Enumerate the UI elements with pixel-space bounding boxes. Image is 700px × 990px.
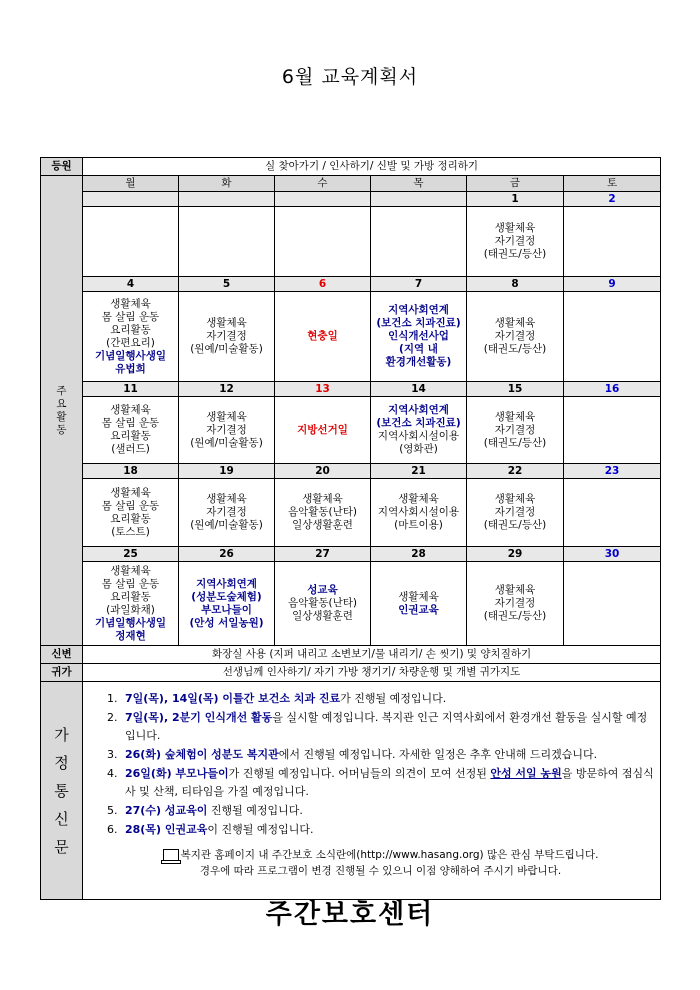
date-number: 1	[467, 192, 564, 207]
week-number-row	[41, 277, 661, 292]
activity-cell	[83, 397, 179, 464]
education-plan-table	[40, 157, 661, 900]
activity-line: 자기결정	[494, 330, 536, 342]
date-number: 27	[275, 547, 371, 562]
activity-line: (과일화채)	[106, 603, 155, 616]
date-number: 9	[564, 277, 661, 292]
week-number-row	[41, 547, 661, 562]
notice-number: 1.	[107, 692, 118, 705]
activity-cell	[83, 207, 179, 277]
activity-cell	[564, 479, 661, 547]
week-activity-row	[41, 479, 661, 547]
activity-line: 지역사회시설이용	[377, 506, 460, 518]
activity-cell	[275, 397, 371, 464]
activity-line: 지방선거일	[297, 423, 348, 436]
activity-line: 몸 살림 운동	[101, 310, 160, 323]
activity-cell	[371, 207, 467, 277]
notice-row	[41, 682, 661, 900]
notice-highlight: 7일(목), 2분기 인식개선 활동	[125, 711, 273, 724]
date-number: 12	[179, 382, 275, 397]
activity-cell	[83, 479, 179, 547]
notice-number: 2.	[107, 711, 118, 724]
date-number	[83, 192, 179, 207]
activity-line: (태권도/등산)	[483, 519, 547, 531]
notice-highlight: 28(목) 인권교육	[125, 823, 208, 836]
activity-line: (간편요리)	[106, 336, 155, 349]
activity-line: 요리활동	[110, 590, 151, 603]
date-number: 16	[564, 382, 661, 397]
notice-number: 3.	[107, 748, 118, 761]
activity-line: 일상생활훈련	[292, 610, 353, 622]
notice-highlight: 27(수) 성교육이	[125, 804, 208, 817]
day-header: 금	[467, 176, 564, 192]
arrival-text: 실 찾아가기 / 인사하기/ 신발 및 가방 정리하기	[83, 158, 661, 176]
main-activity-char: 주	[56, 384, 67, 397]
date-number: 14	[371, 382, 467, 397]
activity-line: 생활체육	[206, 317, 247, 329]
date-number: 18	[83, 464, 179, 479]
activity-line: 자기결정	[494, 235, 536, 247]
activity-line: (보건소 치과진료)	[376, 317, 461, 329]
activity-cell	[467, 292, 564, 382]
activity-line: 몸 살림 운동	[101, 577, 160, 590]
date-number: 20	[275, 464, 371, 479]
date-number: 26	[179, 547, 275, 562]
activity-line: 음악활동(난타)	[287, 506, 358, 518]
activity-line: 성교육	[307, 584, 338, 596]
notice-item: 6. 28(목) 인권교육이 진행될 예정입니다.	[107, 821, 654, 839]
day-header: 수	[275, 176, 371, 192]
activity-cell	[275, 479, 371, 547]
activity-line: (태권도/등산)	[483, 343, 547, 355]
notice-label-char: 문	[54, 837, 69, 856]
date-number: 7	[371, 277, 467, 292]
activity-cell	[371, 397, 467, 464]
notice-number: 5.	[107, 804, 118, 817]
arrival-row	[41, 158, 661, 176]
activity-line: 부모나들이	[201, 603, 252, 616]
arrival-label: 등원	[41, 158, 83, 176]
activity-line: (원예/미술활동)	[190, 519, 263, 531]
day-header: 토	[564, 176, 661, 192]
activity-cell	[564, 292, 661, 382]
date-number: 29	[467, 547, 564, 562]
notice-item: 4. 26일(화) 부모나들이가 진행될 예정입니다. 어머님들의 의견이 모여 선정된 안성 서일 농원을 방문하여 점심식사 및 산책, 티타임을 가질 예정입니다.	[107, 767, 654, 798]
center-name: 주간보호센터	[265, 899, 435, 930]
activity-line: (태권도/등산)	[483, 436, 547, 449]
page-title: 6월 교육계획서	[281, 66, 419, 88]
notice-label-char: 가	[54, 725, 69, 744]
notice-label-char: 통	[54, 781, 69, 800]
activity-line: 생활체육	[494, 584, 536, 596]
activity-line: 생활체육	[110, 564, 151, 577]
activity-cell	[179, 397, 275, 464]
notice-place: 안성 서일 농원	[490, 767, 562, 780]
activity-cell	[467, 479, 564, 547]
activity-cell	[371, 479, 467, 547]
activity-line: 생활체육	[206, 410, 247, 423]
activity-cell	[275, 562, 371, 646]
activity-line: (원예/미술활동)	[190, 436, 263, 449]
day-header-row	[41, 176, 661, 192]
activity-line: 자기결정	[494, 597, 536, 609]
activity-line: 생활체육	[494, 317, 536, 329]
day-header: 월	[83, 176, 179, 192]
date-number: 21	[371, 464, 467, 479]
activity-line: 생활체육	[302, 493, 343, 505]
activity-line: 인권교육	[398, 603, 439, 616]
date-number	[275, 192, 371, 207]
date-number: 2	[564, 192, 661, 207]
notice-highlight: 26(화) 숲체험이 성분도 복지관	[125, 748, 279, 761]
activity-cell	[179, 207, 275, 277]
main-activity-char: 활	[56, 410, 67, 423]
activity-line: 음악활동(난타)	[287, 597, 358, 609]
activity-line: 생활체육	[110, 486, 151, 499]
activity-line: 지역사회연계	[196, 577, 257, 590]
main-activity-label	[41, 176, 83, 646]
date-number: 4	[83, 277, 179, 292]
activity-line: (마트이용)	[394, 519, 443, 531]
change-note: 경우에 따라 프로그램이 변경 진행될 수 있으니 이점 양해하여 주시기 바랍니다.	[199, 865, 562, 877]
activity-line: (샐러드)	[111, 443, 150, 455]
activity-line: 생활체육	[398, 493, 439, 505]
activity-cell	[564, 397, 661, 464]
computer-icon	[163, 849, 179, 861]
activity-line: (태권도/등산)	[483, 248, 547, 260]
week-number-row	[41, 464, 661, 479]
activity-cell	[467, 562, 564, 646]
activity-line: (영화관)	[399, 443, 438, 455]
day-header: 화	[179, 176, 275, 192]
notice-number: 4.	[107, 767, 118, 780]
grooming-label: 신변	[41, 646, 83, 664]
departure-text: 선생님께 인사하기/ 자기 가방 챙기기/ 차량운행 및 개별 귀가지도	[83, 664, 661, 682]
departure-row	[41, 664, 661, 682]
activity-line: 생활체육	[110, 404, 151, 416]
notice-item: 1. 7일(목), 14일(목) 이틀간 보건소 치과 진료가 진행될 예정입니다.	[107, 690, 654, 708]
activity-line: (토스트)	[111, 525, 150, 538]
activity-line: 자기결정	[206, 506, 247, 518]
notice-label	[41, 682, 83, 900]
date-number: 8	[467, 277, 564, 292]
week-activity-row	[41, 292, 661, 382]
activity-cell	[564, 207, 661, 277]
date-number: 25	[83, 547, 179, 562]
notice-item: 2. 7일(목), 2분기 인식개선 활동을 실시할 예정입니다. 복지관 인근 지역사회에서 환경개선 활동을 실시할 예정입니다.	[107, 711, 648, 742]
activity-line: 몸 살림 운동	[101, 499, 160, 512]
notice-label-char: 신	[54, 809, 69, 828]
notice-number: 6.	[107, 823, 118, 836]
activity-line: (태권도/등산)	[483, 610, 547, 622]
activity-line: 지역사회연계	[388, 304, 449, 316]
activity-cell	[179, 479, 275, 547]
activity-cell	[179, 562, 275, 646]
date-number: 30	[564, 547, 661, 562]
main-activity-char: 요	[56, 397, 67, 410]
notice-content	[83, 682, 661, 900]
grooming-text: 화장실 사용 (지퍼 내리고 소변보기/물 내리기/ 손 씻기) 및 양치질하기	[83, 646, 661, 664]
activity-cell	[275, 207, 371, 277]
activity-line: 요리활동	[110, 512, 151, 525]
main-activity-char: 동	[56, 423, 67, 436]
activity-cell	[371, 562, 467, 646]
grooming-row	[41, 646, 661, 664]
activity-line: 생활체육	[110, 297, 151, 310]
date-number: 23	[564, 464, 661, 479]
week-number-row	[41, 192, 661, 207]
notice-label-char: 정	[54, 753, 69, 772]
date-number: 19	[179, 464, 275, 479]
week-activity-row	[41, 207, 661, 277]
activity-line: 지역사회시설이용	[377, 430, 460, 442]
activity-cell	[564, 562, 661, 646]
activity-line: 요리활동	[110, 323, 151, 336]
activity-line: 기념일행사생일	[94, 616, 166, 629]
date-number	[371, 192, 467, 207]
activity-line: (안성 서일농원)	[189, 616, 264, 629]
week-number-row	[41, 382, 661, 397]
activity-line: 자기결정	[494, 423, 536, 436]
activity-cell	[83, 562, 179, 646]
activity-line: (보건소 치과진료)	[376, 417, 461, 429]
activity-line: 자기결정	[206, 330, 247, 342]
date-number: 13	[275, 382, 371, 397]
activity-line: 인식개선사업	[388, 330, 449, 342]
activity-line: 몸 살림 운동	[101, 417, 160, 429]
activity-cell	[83, 292, 179, 382]
activity-line: (성분도숲체험)	[191, 590, 262, 603]
activity-cell	[371, 292, 467, 382]
activity-line: 일상생활훈련	[292, 519, 353, 531]
date-number: 15	[467, 382, 564, 397]
date-number	[179, 192, 275, 207]
activity-line: (원예/미술활동)	[190, 343, 263, 355]
activity-line: 자기결정	[494, 506, 536, 518]
activity-line: 생활체육	[494, 410, 536, 423]
activity-line: 자기결정	[206, 423, 247, 436]
activity-line: 유법희	[115, 362, 146, 375]
notice-highlight: 26일(화) 부모나들이	[125, 767, 229, 780]
departure-label: 귀가	[41, 664, 83, 682]
notice-item: 5. 27(수) 성교육이 진행될 예정입니다.	[107, 802, 654, 820]
activity-line: 지역사회연계	[388, 404, 449, 416]
date-number: 22	[467, 464, 564, 479]
activity-cell	[467, 207, 564, 277]
activity-line: 생활체육	[398, 590, 439, 603]
date-number: 28	[371, 547, 467, 562]
activity-line: 정재현	[115, 629, 146, 642]
activity-cell	[275, 292, 371, 382]
date-number: 6	[275, 277, 371, 292]
week-activity-row	[41, 397, 661, 464]
activity-line: 요리활동	[110, 430, 151, 442]
week-activity-row	[41, 562, 661, 646]
activity-line: 생활체육	[206, 493, 247, 505]
homepage-note	[107, 847, 654, 879]
activity-cell	[467, 397, 564, 464]
date-number: 5	[179, 277, 275, 292]
activity-line: (지역 내	[399, 343, 438, 355]
activity-cell	[179, 292, 275, 382]
day-header: 목	[371, 176, 467, 192]
date-number: 11	[83, 382, 179, 397]
activity-line: 기념일행사생일	[94, 349, 166, 362]
activity-line: 생활체육	[494, 493, 536, 505]
activity-line: 현충일	[307, 330, 338, 342]
activity-line: 환경개선활동)	[385, 356, 452, 368]
activity-line: 생활체육	[494, 222, 536, 234]
homepage-text: 복지관 홈페이지 내 주간보호 소식란에(http://www.hasang.org) 많은 관심 부탁드립니다.	[180, 849, 599, 861]
notice-highlight: 7일(목), 14일(목) 이틀간 보건소 치과 진료	[125, 692, 341, 705]
notice-item: 3. 26(화) 숲체험이 성분도 복지관에서 진행될 예정입니다. 자세한 일정은 추후 안내해 드리겠습니다.	[107, 746, 654, 764]
